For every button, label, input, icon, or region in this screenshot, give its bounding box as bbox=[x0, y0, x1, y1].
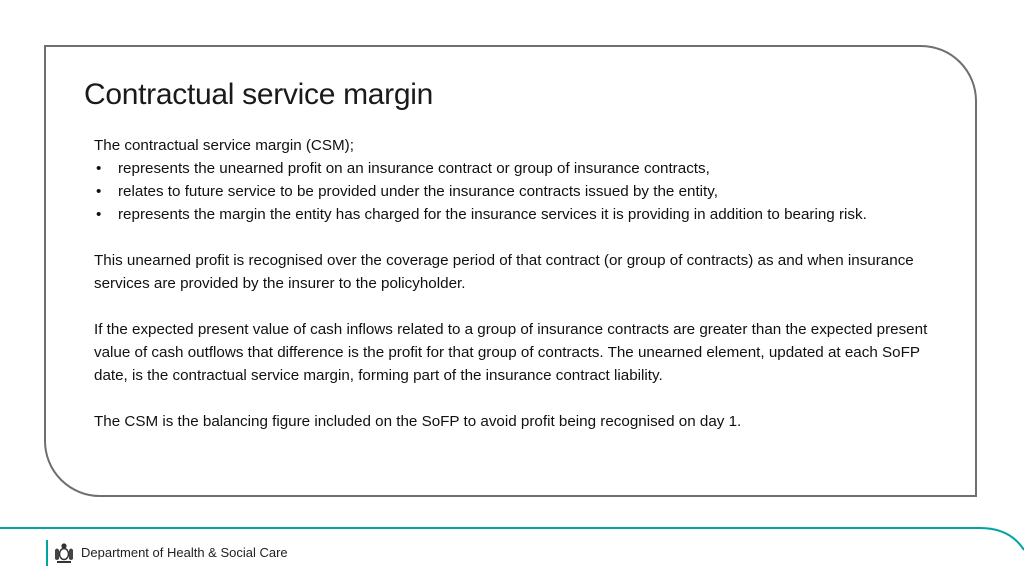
slide-title: Contractual service margin bbox=[84, 78, 434, 111]
bullet-icon: • bbox=[96, 183, 102, 200]
department-name: Department of Health & Social Care bbox=[81, 545, 288, 560]
bullet-icon: • bbox=[96, 160, 102, 177]
spacer bbox=[94, 226, 934, 249]
paragraph: The CSM is the balancing figure included on the SoFP to avoid profit being recognised on day 1. bbox=[94, 413, 742, 430]
paragraph: This unearned profit is recognised over the coverage period of that contract (or group of contracts) as and when insurance services are provided by the insurer to the policyholder. bbox=[94, 252, 914, 292]
bullet-text: represents the margin the entity has charged for the insurance services it is providing in addition to bearing risk. bbox=[118, 206, 867, 223]
slide-body bbox=[94, 134, 934, 433]
footer-accent-bar bbox=[46, 540, 48, 566]
bullet-icon: • bbox=[96, 206, 102, 223]
bullet-list bbox=[94, 157, 934, 226]
bullet-item bbox=[94, 157, 934, 180]
spacer bbox=[94, 295, 934, 318]
bullet-item bbox=[94, 203, 934, 226]
bullet-text: represents the unearned profit on an insurance contract or group of insurance contracts, bbox=[118, 160, 710, 177]
royal-coat-of-arms-icon bbox=[52, 541, 76, 565]
paragraph: If the expected present value of cash inflows related to a group of insurance contracts are greater than the expected present value of cash outflows that difference is the profit for that group of contracts. The unearned element, updated at each SoFP date, is the contractual service margin, forming part of the insurance contract liability. bbox=[94, 321, 928, 384]
intro-text: The contractual service margin (CSM); bbox=[94, 137, 354, 154]
bullet-item bbox=[94, 180, 934, 203]
spacer bbox=[94, 387, 934, 410]
bullet-text: relates to future service to be provided under the insurance contracts issued by the entity, bbox=[118, 183, 718, 200]
